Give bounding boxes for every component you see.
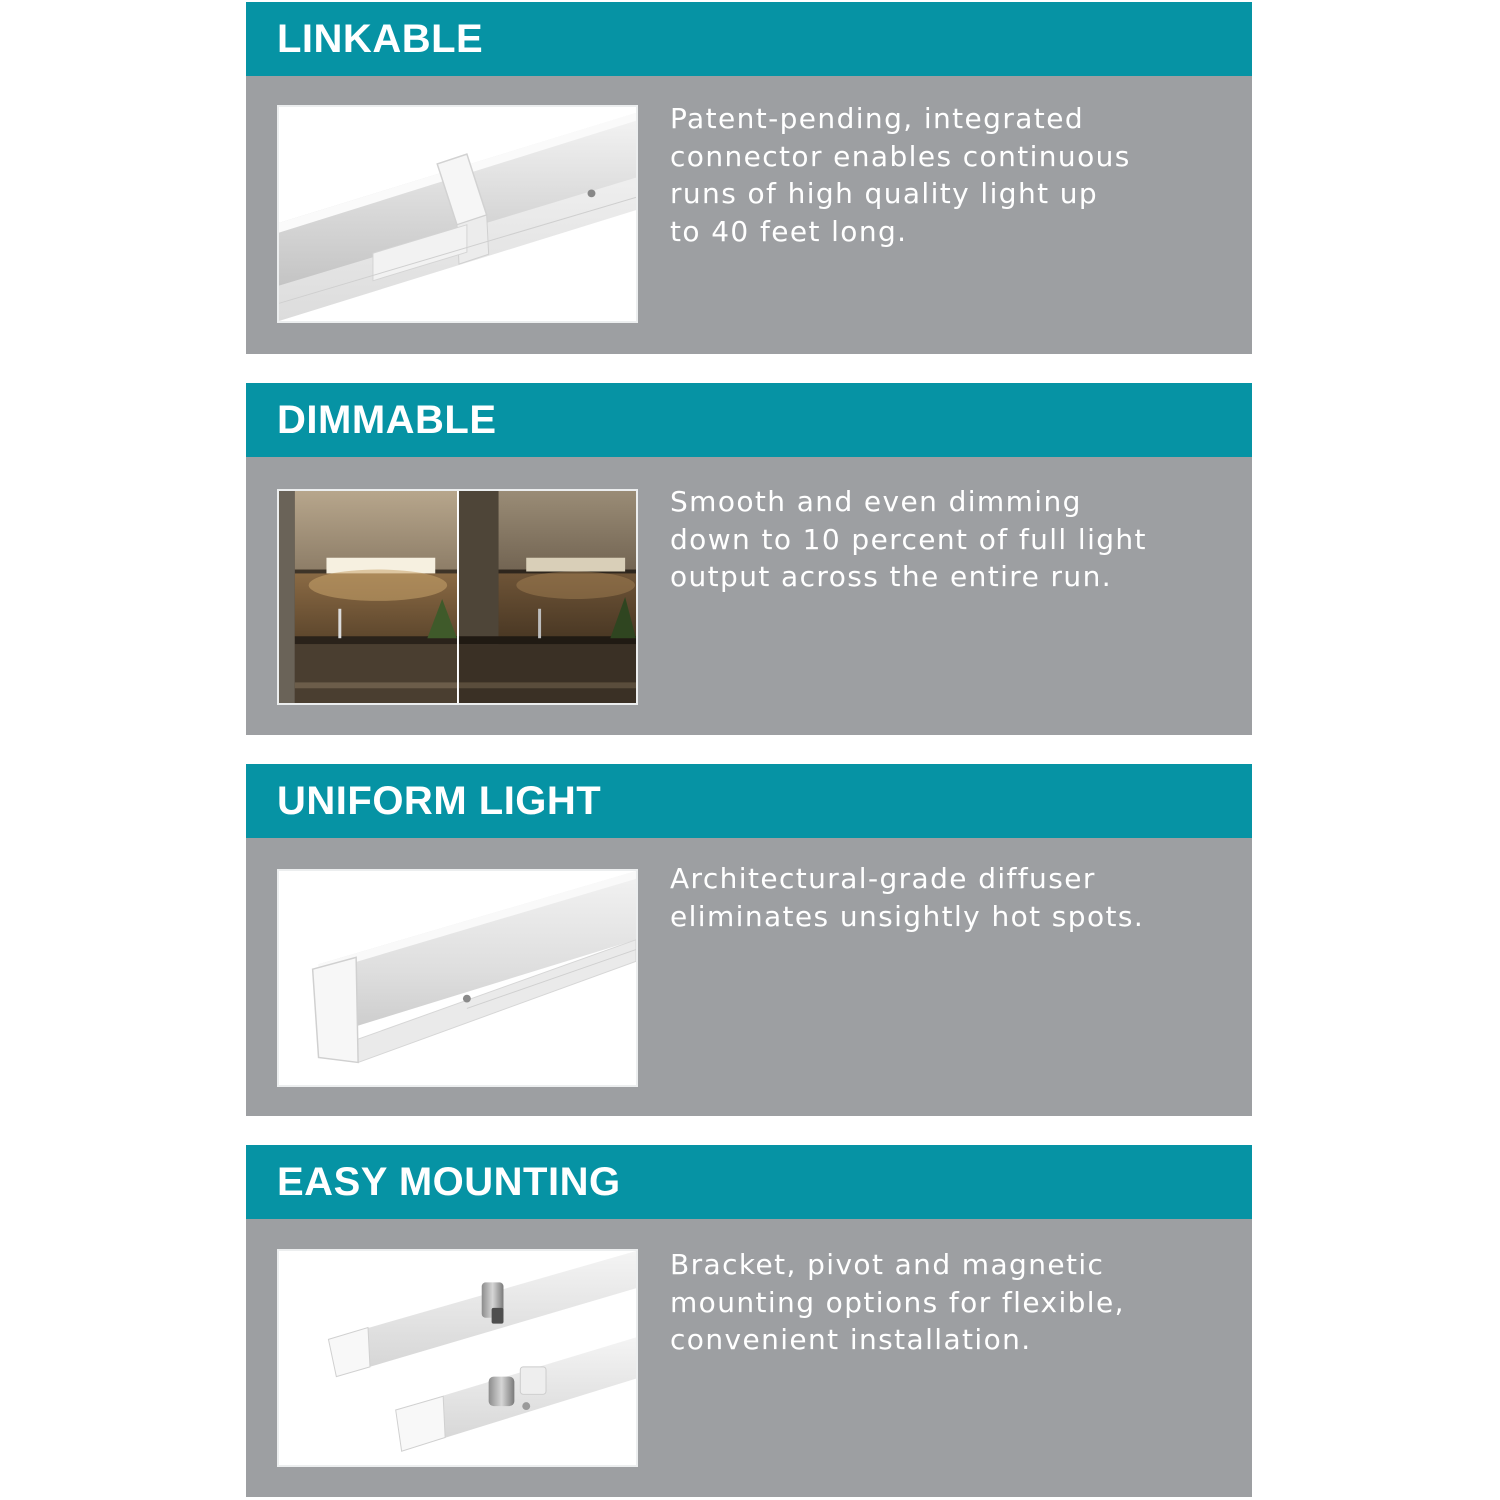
feature-header [246, 2, 1252, 76]
feature-body [246, 76, 1252, 354]
feature-description: Patent-pending, integrated connector enables continuous runs of high quality light up to 40 feet long. [670, 102, 1131, 248]
kitchen-dimming-comparison-photo [277, 489, 638, 705]
feature-header [246, 764, 1252, 838]
mounting-brackets-photo [277, 1249, 638, 1467]
feature-panel-uniform-light [246, 764, 1252, 1116]
feature-body [246, 457, 1252, 735]
feature-body [246, 1219, 1252, 1497]
feature-description: Bracket, pivot and magnetic mounting options for flexible, convenient installation. [670, 1248, 1125, 1357]
feature-title: EASY MOUNTING [277, 1160, 621, 1204]
feature-body [246, 838, 1252, 1116]
feature-panel-dimmable [246, 383, 1252, 735]
feature-description: Architectural-grade diffuser eliminates unsightly hot spots. [670, 862, 1145, 933]
feature-title: LINKABLE [277, 17, 484, 61]
feature-panel-easy-mounting [246, 1145, 1252, 1497]
feature-header [246, 383, 1252, 457]
feature-title: DIMMABLE [277, 398, 497, 442]
feature-panel-linkable [246, 2, 1252, 354]
diffuser-light-bar-photo [277, 869, 638, 1087]
feature-description: Smooth and even dimming down to 10 percent of full light output across the entire run. [670, 485, 1147, 594]
feature-header [246, 1145, 1252, 1219]
feature-title: UNIFORM LIGHT [277, 779, 602, 823]
linked-light-bars-photo [277, 105, 638, 323]
